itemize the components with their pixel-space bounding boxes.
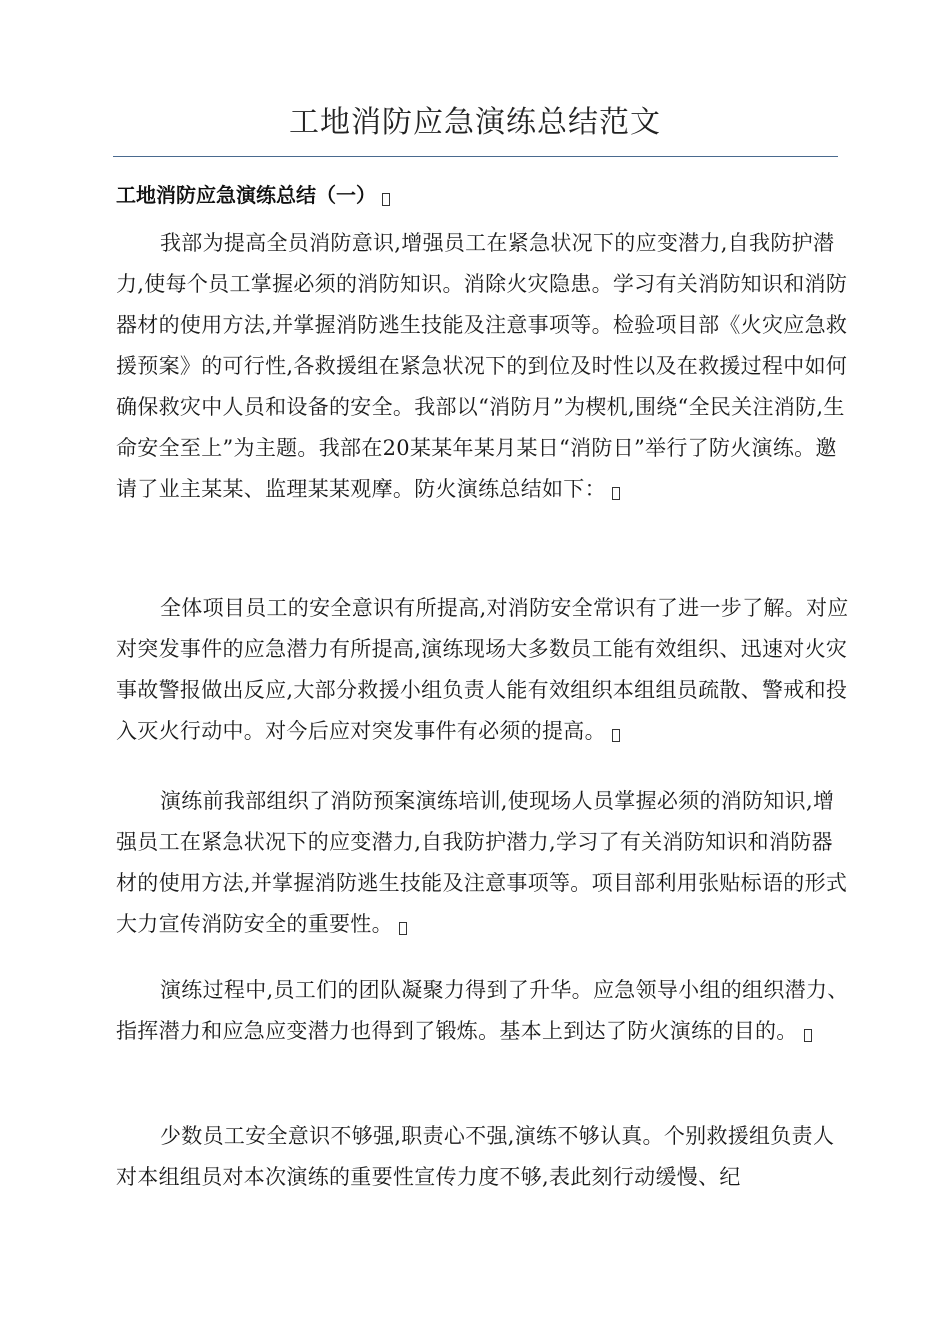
paragraph-text: 演练前我部组织了消防预案演练培训,使现场人员掌握必须的消防知识,增强员工在紧急状况下的应变潜力,自我防护潜力,学习了有关消防知识和消防器材的使用方法,并掌握消防逃生技能及注意事项等。项目部利用张贴标语的形式大力宣传消防安全的重要性。 (116, 789, 848, 936)
paragraph-mark-icon (612, 729, 620, 742)
paragraph-mark-icon (399, 922, 407, 935)
paragraph-text: 全体项目员工的安全意识有所提高,对消防安全常识有了进一步了解。对应对突发事件的应急潜力有所提高,演练现场大多数员工能有效组织、迅速对火灾事故警报做出反应,大部分救援小组负责人能有效组织本组组员疏散、警戒和投入灭火行动中。对今后应对突发事件有必须的提高。 (116, 596, 849, 743)
body-paragraph (116, 588, 851, 752)
section-heading (116, 180, 390, 210)
paragraph-mark-icon (382, 193, 390, 206)
section-heading-text: 工地消防应急演练总结（一） (116, 183, 376, 207)
body-paragraph (116, 223, 851, 510)
body-paragraph (116, 970, 851, 1052)
paragraph-text: 少数员工安全意识不够强,职责心不强,演练不够认真。个别救援组负责人对本组组员对本次演练的重要性宣传力度不够,表此刻行动缓慢、纪 (116, 1124, 835, 1189)
paragraph-text: 演练过程中,员工们的团队凝聚力得到了升华。应急领导小组的组织潜力、指挥潜力和应急应变潜力也得到了锻炼。基本上到达了防火演练的目的。 (116, 978, 849, 1043)
body-paragraph (116, 1116, 851, 1198)
paragraph-mark-icon (804, 1029, 812, 1042)
body-paragraph (116, 781, 851, 945)
paragraph-mark-icon (612, 487, 620, 500)
paragraph-text: 我部为提高全员消防意识,增强员工在紧急状况下的应变潜力,自我防护潜力,使每个员工掌握必须的消防知识。消除火灾隐患。学习有关消防知识和消防器材的使用方法,并掌握消防逃生技能及注意事项等。检验项目部《火灾应急救援预案》的可行性,各救援组在紧急状况下的到位及时性以及在救援过程中如何确保救灾中人员和设备的安全。我部以“消防月”为楔机,围绕“全民关注消防,生命安全至上”为主题。我部在20某某年某月某日“消防日”举行了防火演练。邀请了业主某某、监理某某观摩。防火演练总结如下： (116, 231, 848, 501)
document-title: 工地消防应急演练总结范文 (289, 105, 661, 140)
title-divider (113, 156, 838, 157)
